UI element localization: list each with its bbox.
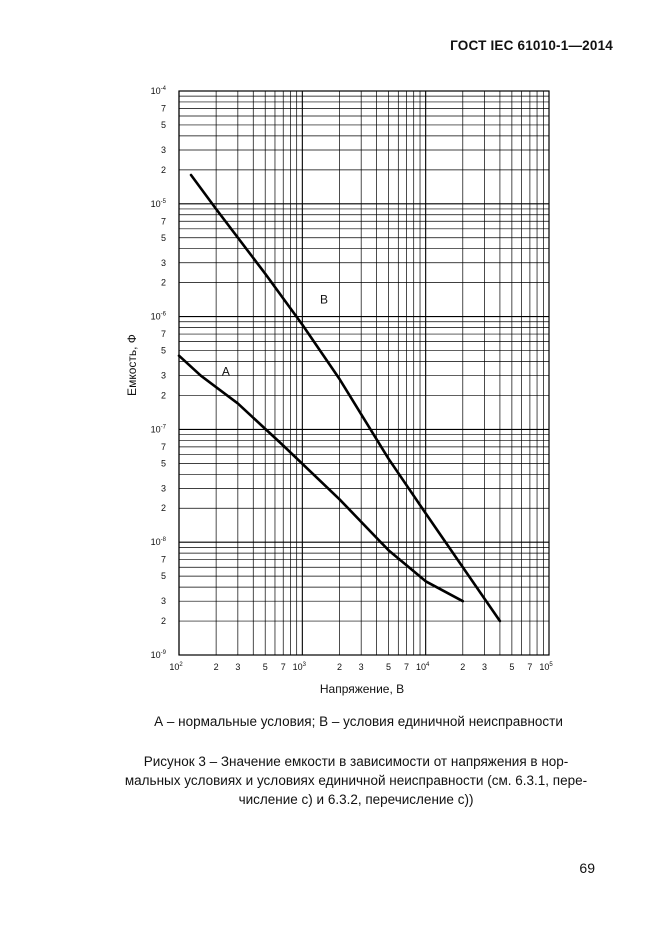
x-tick-label: $10^3$ (292, 662, 307, 672)
x-tick-labels (169, 662, 553, 672)
y-tick-labels (151, 86, 167, 660)
series-label: А (221, 364, 230, 379)
x-tick-label: 3 (235, 662, 241, 672)
x-tick-label: $10^5$ (539, 662, 553, 672)
y-tick-label: 5 (160, 119, 166, 130)
caption-line: Рисунок 3 – Значение емкости в зависимости от напряжения в нор- (143, 754, 569, 769)
x-tick-label: 2 (213, 662, 219, 672)
y-tick-label: 7 (160, 216, 166, 227)
y-tick-label: 5 (160, 345, 166, 356)
y-tick-label: 7 (160, 329, 166, 340)
y-tick-label: $10^{-6}$ (150, 311, 166, 322)
page-number: 69 (579, 860, 595, 876)
y-tick-label: 2 (160, 277, 166, 288)
x-tick-label: 7 (527, 662, 533, 672)
y-tick-label: 5 (160, 571, 166, 582)
y-tick-label: $10^{-8}$ (150, 537, 166, 548)
horizontal-grid (179, 96, 549, 655)
y-tick-label: 7 (160, 441, 166, 452)
x-tick-label: 3 (358, 662, 364, 672)
chart-legend-text: А – нормальные условия; В – условия единичной неисправности (154, 714, 563, 729)
y-tick-label: 7 (160, 103, 166, 114)
x-tick-label: 5 (509, 662, 515, 672)
caption-line: мальных условиях и условиях единичной неисправности (см. 6.3.1, пере- (124, 773, 588, 788)
y-tick-label: 2 (160, 616, 166, 627)
x-axis-title: Напряжение, В (319, 682, 405, 696)
x-tick-label: 3 (482, 662, 488, 672)
y-tick-label: 3 (160, 483, 166, 494)
y-axis-title: Емкость, Ф (125, 334, 139, 396)
y-tick-label: 3 (160, 596, 166, 607)
figure-caption (92, 752, 620, 809)
x-tick-label: 5 (386, 662, 392, 672)
y-tick-label: $10^{-9}$ (150, 650, 166, 660)
document-header: ГОСТ IEC 61010-1—2014 (450, 38, 613, 53)
y-tick-label: $10^{-4}$ (150, 86, 166, 96)
y-tick-label: $10^{-5}$ (150, 198, 166, 209)
y-tick-label: 3 (160, 257, 166, 268)
x-tick-label: $10^4$ (415, 662, 430, 672)
y-tick-label: 7 (160, 554, 166, 565)
y-tick-label: 3 (160, 370, 166, 381)
y-tick-label: 5 (160, 458, 166, 469)
x-tick-label: 2 (336, 662, 342, 672)
y-tick-label: 2 (160, 503, 166, 514)
x-tick-label: 7 (280, 662, 286, 672)
y-tick-label: 5 (160, 232, 166, 243)
plot-frame (179, 91, 549, 655)
y-tick-label: 2 (160, 164, 166, 175)
y-tick-label: $10^{-7}$ (150, 424, 166, 435)
caption-line: числение с) и 6.3.2, перечисление с)) (238, 792, 474, 807)
series-line (191, 175, 500, 621)
vertical-grid (179, 91, 543, 655)
y-tick-label: 3 (160, 144, 166, 155)
x-tick-label: 5 (262, 662, 268, 672)
y-tick-label: 2 (160, 390, 166, 401)
x-tick-label: 7 (404, 662, 410, 672)
x-tick-label: $10^2$ (169, 662, 183, 672)
series-label: В (320, 292, 329, 307)
x-tick-label: 2 (460, 662, 466, 672)
